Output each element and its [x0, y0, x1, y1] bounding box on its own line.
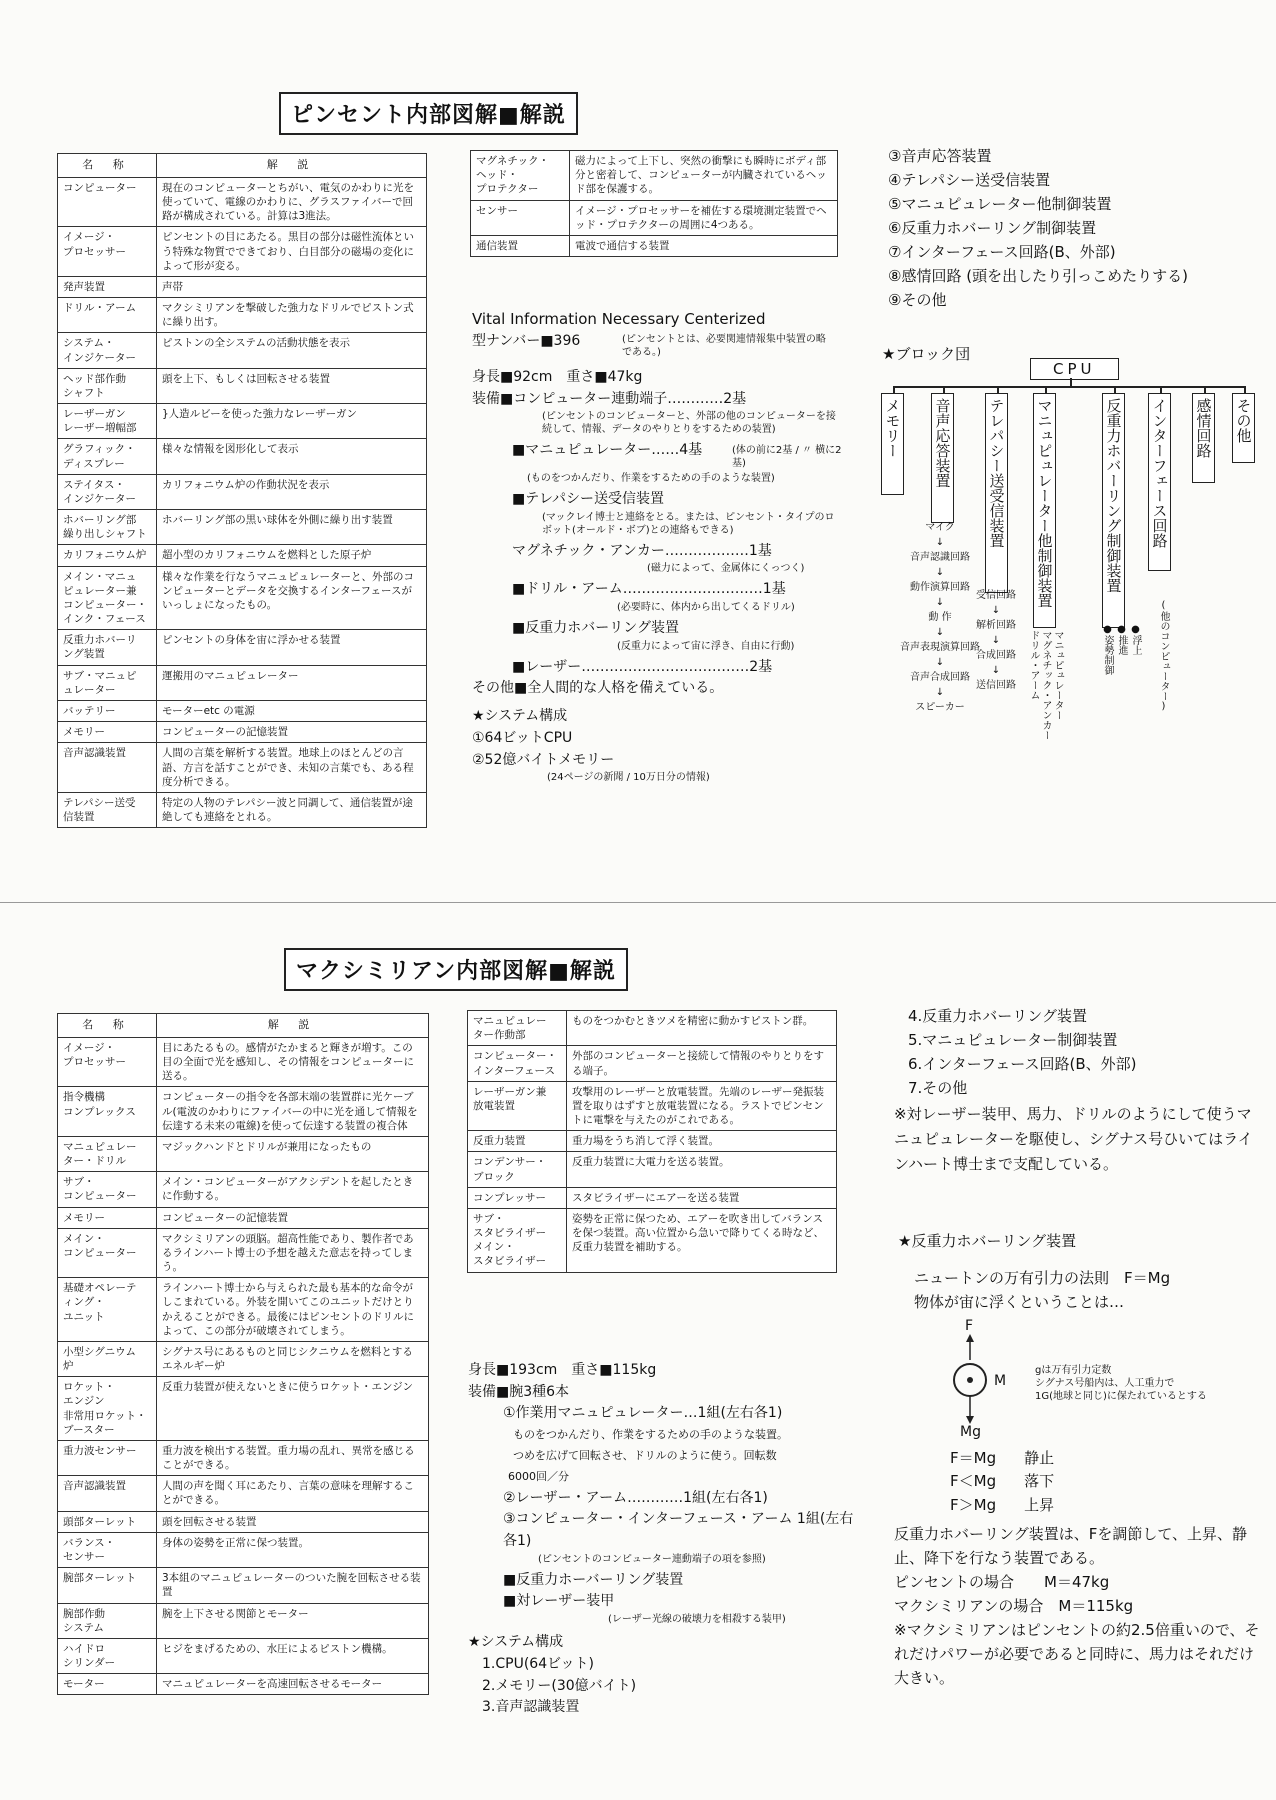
- table-row: [58, 743, 427, 793]
- term-description: ヒジをまげるための、水圧によるピストン機構。: [157, 1638, 429, 1673]
- term-name: グラフィック・ ディスプレー: [58, 439, 157, 474]
- term-description: マジックハンドとドリルが兼用になったもの: [157, 1136, 429, 1171]
- physics-conclusion: [894, 1522, 1264, 1690]
- equip-5: ■ドリル・アーム…………………………1基: [512, 581, 786, 598]
- block-interface: インターフェース回路: [1148, 393, 1171, 571]
- mani-sub-3: ドリル・アーム: [1028, 630, 1039, 700]
- table-row: [58, 368, 427, 403]
- term-description: 腕を上下させる関節とモーター: [157, 1603, 429, 1638]
- system-item-4: ④テレパシー送受信装置: [888, 171, 1051, 189]
- equip: 装備■腕3種6本: [468, 1383, 570, 1400]
- equip-5: ■対レーザー装甲: [503, 1593, 615, 1610]
- term-description: 声帯: [157, 276, 427, 297]
- term-description: 重力波を検出する装置。重力場の乱れ、異常を感じることができる。: [157, 1440, 429, 1475]
- equip-1: ①作業用マニュピュレーター…1組(左右各1): [503, 1405, 783, 1422]
- block-emotion: 感情回路: [1192, 393, 1215, 483]
- term-name: サブ・ コンピューター: [58, 1172, 157, 1207]
- mani-sub-2: マグネチック・アンカー: [1040, 630, 1051, 740]
- table-row: [58, 1674, 429, 1695]
- force-up-head: [966, 1334, 974, 1342]
- table-row: [58, 1341, 429, 1376]
- term-description: 人間の声を聞く耳にあたり、言葉の意味を理解することができる。: [157, 1476, 429, 1511]
- table-row: [58, 665, 427, 700]
- size-weight: 身長■193cm 重さ■115kg: [468, 1362, 657, 1378]
- physics-law-1: ニュートンの万有引力の法則 F＝Mg: [914, 1269, 1171, 1288]
- system-item-2-note: (24ページの新聞 / 10万日分の情報): [547, 772, 710, 784]
- term-description: コンピューターの記憶装置: [157, 722, 427, 743]
- table-row: [468, 1081, 837, 1131]
- term-name: マニュピュレー ター作動部: [468, 1011, 567, 1046]
- table-row: [58, 439, 427, 474]
- term-name: ロケット・ エンジン 非常用ロケット・ ブースター: [58, 1377, 157, 1441]
- table-row: [58, 1172, 429, 1207]
- term-description: スタビライザーにエアーを送る装置: [567, 1187, 837, 1208]
- glossary-table-vincent: [57, 153, 427, 828]
- interface-sub: (他のコンピューター): [1158, 600, 1169, 712]
- system-item-4: 4.反重力ホバーリング装置: [908, 1007, 1088, 1025]
- term-description: コンピューターの指令を各部末端の装置群に光ケーブル(電波のかわりにファイバーの中に光を通して情報を伝達する未来の電線)を使って伝達する装置の複合体: [157, 1087, 429, 1137]
- hover-sub-1: ●浮上: [1130, 624, 1141, 655]
- term-name: イメージ・ プロセッサー: [58, 1037, 157, 1087]
- column-header-name: 名 称: [58, 154, 157, 178]
- term-name: サブ・ スタビライザー メイン・ スタビライザー: [468, 1208, 567, 1272]
- system-item-7: ⑦インターフェース回路(B、外部): [888, 243, 1116, 261]
- physics-section: [898, 1230, 1266, 1314]
- equip-6: ■反重力ホバーリング装置: [512, 620, 679, 637]
- term-description: 3本組のマニュピュレーターのついた腕を回転させる装置: [157, 1568, 429, 1603]
- force-label-f: F: [965, 1318, 974, 1334]
- term-description: ピンセントの身体を宙に浮かせる装置: [157, 630, 427, 665]
- system-item-9: ⑨その他: [888, 291, 947, 309]
- other-line: その他■全人間的な人格を備えている。: [472, 680, 724, 697]
- vin-line: Vital Information Necessary Centerized: [472, 310, 766, 328]
- system-item-6: 6.インターフェース回路(B、外部): [908, 1055, 1137, 1073]
- term-description: マクシミリアンを撃破した強力なドリルでピストン式に繰り出す。: [157, 298, 427, 333]
- table-row: [471, 235, 838, 256]
- term-description: 反重力装置に大電力を送る装置。: [567, 1152, 837, 1187]
- table-row: [58, 1440, 429, 1475]
- block-cpu-connector: [1070, 378, 1072, 387]
- glossary-table-maximilian: [57, 1013, 429, 1695]
- term-description: ピンセントの目にあたる。黒目の部分は磁性流体という特殊な物質でできており、白目部分の磁場の変化によって形が変る。: [157, 227, 427, 277]
- weight-label-mg: Mg: [960, 1424, 981, 1440]
- state-row: F＝Mg 静止: [950, 1449, 1055, 1467]
- system-item-2: 2.メモリー(30億バイト): [482, 1677, 637, 1694]
- table-row: [58, 1207, 429, 1228]
- term-name: モーター: [58, 1674, 157, 1695]
- table-row: [468, 1187, 837, 1208]
- mani-sub-1: マニュピュレーター: [1052, 630, 1063, 720]
- term-name: イメージ・ プロセッサー: [58, 227, 157, 277]
- state-row: F＞Mg 上昇: [950, 1495, 1055, 1514]
- system-item-7: 7.その他: [908, 1079, 968, 1097]
- term-name: 反重力ホバーリ ング装置: [58, 630, 157, 665]
- table-row: [58, 298, 427, 333]
- block-cpu: CPU: [1030, 358, 1119, 380]
- table-row: [468, 1131, 837, 1152]
- term-description: 超小型のカリフォニウムを燃料とした原子炉: [157, 545, 427, 566]
- column-header-name: 名 称: [58, 1014, 157, 1038]
- term-name: テレパシー送受 信装置: [58, 792, 157, 827]
- physics-note: ※マクシミリアンはピンセントの約2.5倍重いので、それだけパワーが必要であると同時に、馬力はそれだけ大きい。: [894, 1621, 1260, 1687]
- equip-1-note-1: ものをつかんだり、作業をするための手のような装置。: [513, 1428, 788, 1442]
- column-header-desc: 解 説: [157, 154, 427, 178]
- table-row: [468, 1208, 837, 1272]
- flow-telepathy: 受信回路 ↓ 解析回路 ↓ 合成回路 ↓ 送信回路: [976, 590, 1016, 691]
- term-name: 音声認識装置: [58, 1476, 157, 1511]
- term-name: コンプレッサー: [468, 1187, 567, 1208]
- equip-3: ③コンピューター・インターフェース・アーム 1組(左右各1): [503, 1511, 854, 1550]
- physics-law-2: 物体が宙に浮くということは…: [914, 1292, 1125, 1311]
- table-row: [58, 1087, 429, 1137]
- block-diagram-heading: ★ブロック団: [882, 345, 971, 363]
- term-name: マニュピュレー ター・ドリル: [58, 1136, 157, 1171]
- glossary-table-maximilian-2: [467, 1010, 837, 1273]
- model-number: 型ナンバー■396: [472, 333, 581, 350]
- equip-5-note: (レーザー光線の破壊力を相殺する装甲): [608, 1614, 786, 1626]
- table-row: [58, 1511, 429, 1532]
- term-name: マグネチック・ ヘッド・ プロテクター: [471, 151, 570, 201]
- table-row: [58, 404, 427, 439]
- term-description: メイン・コンピューターがアクシデントを起したときに作動する。: [157, 1172, 429, 1207]
- equip-3-note: (ピンセントのコンピューター連動端子の項を参照): [538, 1553, 766, 1565]
- term-description: 外部のコンピューターと接続して情報のやりとりをする端子。: [567, 1046, 837, 1081]
- table-row: [58, 722, 427, 743]
- term-name: 重力波センサー: [58, 1440, 157, 1475]
- term-name: ヘッド部作動 シャフト: [58, 368, 157, 403]
- glossary-table-vincent-2: [470, 150, 838, 257]
- maximilian-spec: [468, 1360, 858, 1719]
- gravity-note: gは万有引力定数 シグナス号船内は、人工重力で 1G(地球と同じ)に保たれているとする: [1035, 1365, 1207, 1402]
- system-item-3: 3.音声認識装置: [482, 1699, 580, 1716]
- term-description: 磁力によって上下し、突然の衝撃にも瞬時にボディ部分と密着して、コンピューターが内臓されているヘッド部を保護する。: [570, 151, 838, 201]
- term-description: 現在のコンピューターとちがい、電気のかわりに光を使っていて、電線のかわりに、グラスファイバーで回路が構成されている。計算は3進法。: [157, 177, 427, 227]
- system-item-3: ③音声応答装置: [888, 147, 992, 165]
- term-name: 腕部ターレット: [58, 1568, 157, 1603]
- term-name: 腕部作動 システム: [58, 1603, 157, 1638]
- equip-2-side: (体の前に2基 / 〃 横に2基): [732, 445, 842, 469]
- term-description: 姿勢を正常に保つため、エアーを吹き出してバランスを保つ装置。高い位置から急いで降りてくる時など、反重力装置を補助する。: [567, 1208, 837, 1272]
- table-row: [58, 177, 427, 227]
- term-description: 運搬用のマニュピュレーター: [157, 665, 427, 700]
- block-telepathy: テレパシー送受信装置: [985, 393, 1008, 593]
- control-note: ※対レーザー装甲、馬力、ドリルのようにして使うマニュピュレーターを駆使し、シグナス号ひいてはラインハート博士まで支配している。: [894, 1105, 1253, 1173]
- term-description: カリフォニウム炉の作動状況を表示: [157, 474, 427, 509]
- term-name: ステイタス・ インジケーター: [58, 474, 157, 509]
- table-row: [58, 276, 427, 297]
- mass-label-m: M: [994, 1373, 1007, 1389]
- term-name: バッテリー: [58, 701, 157, 722]
- maximilian-system-list: [908, 1004, 1258, 1100]
- term-description: 様々な作業を行なうマニュピュレーターと、外部のコンピューターとデータを交換するインターフェースがいっしょになったもの。: [157, 566, 427, 630]
- case-vincent: ピンセントの場合 M＝47kg: [894, 1573, 1110, 1591]
- table-row: [471, 151, 838, 201]
- force-down-head: [966, 1416, 974, 1424]
- table-row: [58, 1603, 429, 1638]
- term-name: ドリル・アーム: [58, 298, 157, 333]
- term-description: 重力場をうち消して浮く装置。: [567, 1131, 837, 1152]
- term-description: マニュピュレーターを高速回転させるモーター: [157, 1674, 429, 1695]
- block-other: その他: [1232, 393, 1255, 463]
- hover-sub-2: ●推進: [1116, 624, 1127, 655]
- term-name: 基礎オペレーテ ィング・ ユニット: [58, 1278, 157, 1342]
- term-description: 人間の言葉を解析する装置。地球上のほとんどの言語、方言を話すことができ、未知の言葉でも、ある程度分析できる。: [157, 743, 427, 793]
- term-description: モーターetc の電源: [157, 701, 427, 722]
- page-title-vincent: ピンセント内部図解■解説: [279, 92, 578, 135]
- hover-sub-3: ●姿勢制御: [1102, 624, 1113, 675]
- term-description: 頭を上下、もしくは回転させる装置: [157, 368, 427, 403]
- term-name: システム・ インジケーター: [58, 333, 157, 368]
- term-name: コンデンサー・ ブロック: [468, 1152, 567, 1187]
- term-description: ラインハート博士から与えられた最も基本的な命令がしこまれている。外装を開いてこのユニットだけとりかえることができる。最後にはピンセントのドリルによって、この部分が破壊されてしまう。: [157, 1278, 429, 1342]
- term-description: 特定の人物のテレパシー波と同調して、通信装置が途絶しても連絡をとれる。: [157, 792, 427, 827]
- model-note: (ピンセントとは、必要関連情報集中装置の略である。): [622, 333, 826, 358]
- equip-6-note: (反重力によって宙に浮き、自由に行動): [617, 640, 795, 652]
- term-description: ホバーリング部の黒い球体を外側に繰り出す装置: [157, 510, 427, 545]
- term-name: メモリー: [58, 722, 157, 743]
- equip-1-note-3: 6000回／分: [508, 1469, 569, 1483]
- term-description: 頭を回転させる装置: [157, 1511, 429, 1532]
- vincent-system-list: [888, 144, 1248, 312]
- term-description: イメージ・プロセッサーを補佐する環境測定装置でヘッド・プロテクターの周囲に4つある。: [570, 200, 838, 235]
- system-item-1: 1.CPU(64ビット): [482, 1655, 595, 1672]
- case-maximilian: マクシミリアンの場合 M＝115kg: [894, 1597, 1134, 1615]
- term-description: コンピューターの記憶装置: [157, 1207, 429, 1228]
- table-row: [58, 792, 427, 827]
- flow-voice: マイク ↓ 音声認識回路 ↓ 動作演算回路 ↓ 動 作 ↓ 音声表現演算回路 ↓ 音声合成回路 ↓ スピーカー: [900, 522, 980, 713]
- term-name: カリフォニウム炉: [58, 545, 157, 566]
- term-description: ものをつかむときツメを精密に動かすピストン群。: [567, 1011, 837, 1046]
- equip-3: ■テレパシー送受信装置: [512, 491, 664, 507]
- table-row: [58, 566, 427, 630]
- table-row: [58, 1377, 429, 1441]
- term-name: 発声装置: [58, 276, 157, 297]
- term-name: 小型シグニウム 炉: [58, 1341, 157, 1376]
- table-row: [58, 227, 427, 277]
- force-states: [950, 1447, 1110, 1517]
- column-header-desc: 解 説: [157, 1014, 429, 1038]
- state-row: F＜Mg 落下: [950, 1472, 1055, 1491]
- table-row: [58, 1136, 429, 1171]
- term-name: コンピューター・ インターフェース: [468, 1046, 567, 1081]
- term-name: センサー: [471, 200, 570, 235]
- term-name: 音声認識装置: [58, 743, 157, 793]
- table-row: [468, 1011, 837, 1046]
- table-row: [58, 1638, 429, 1673]
- equip-2: ②レーザー・アーム…………1組(左右各1): [503, 1489, 768, 1506]
- equip-1-note: (ピンセントのコンピューターと、外部の他のコンピューターを接続して、情報、データのやりとりをするための装置): [542, 411, 836, 436]
- table-row: [58, 1532, 429, 1567]
- table-row: [58, 1228, 429, 1278]
- vincent-spec: [472, 308, 842, 784]
- equip-5-note: (必要時に、体内から出してくるドリル): [617, 602, 795, 614]
- block-hover-control: 反重力ホバーリング制御装置: [1102, 393, 1125, 628]
- system-item-5: 5.マニュピュレーター制御装置: [908, 1031, 1118, 1049]
- term-description: 反重力装置が使えないときに使うロケット・エンジン: [157, 1377, 429, 1441]
- system-item-6: ⑥反重力ホバーリング制御装置: [888, 219, 1097, 237]
- block-voice-response: 音声応答装置: [931, 393, 954, 523]
- mass-center: [967, 1377, 973, 1383]
- table-row: [468, 1046, 837, 1081]
- term-name: メモリー: [58, 1207, 157, 1228]
- system-heading: ★システム構成: [472, 708, 568, 725]
- term-description: マクシミリアンの頭脳。超高性能であり、製作者であるラインハート博士の予想を越えた意志を持ってしまう。: [157, 1228, 429, 1278]
- equip-4: ■反重力ホーバーリング装置: [503, 1571, 684, 1588]
- table-row: [58, 1278, 429, 1342]
- term-name: メイン・ コンピューター: [58, 1228, 157, 1278]
- term-name: メイン・マニュ ピュレーター兼 コンピューター・ インク・フェース: [58, 566, 157, 630]
- equip-3-note: (マックレイ博士と連絡をとる。または、ピンセント・タイプのロボット(オールド・ボブ)との連絡もできる): [542, 511, 835, 536]
- table-row: [58, 333, 427, 368]
- block-memory: メモリー: [881, 393, 904, 495]
- system-item-5: ⑤マニュピュレーター他制御装置: [888, 195, 1112, 213]
- table-row: [58, 630, 427, 665]
- term-name: 頭部ターレット: [58, 1511, 157, 1532]
- term-description: 様々な情報を図形化して表示: [157, 439, 427, 474]
- term-description: 攻撃用のレーザーと放電装置。先端のレーザー発振装置を取りはずすと放電装置になる。ラストでピンセントに電撃を与えたのがこれである。: [567, 1081, 837, 1131]
- term-description: 身体の姿勢を正常に保つ装置。: [157, 1532, 429, 1567]
- system-heading: ★システム構成: [468, 1634, 564, 1651]
- system-item-2: ②52億バイトメモリー: [472, 751, 615, 768]
- table-row: [58, 474, 427, 509]
- table-row: [468, 1152, 837, 1187]
- term-name: 反重力装置: [468, 1131, 567, 1152]
- equip-1-note-2: つめを広げて回転させ、ドリルのように使う。回転数: [513, 1448, 777, 1462]
- term-name: コンピューター: [58, 177, 157, 227]
- term-name: レーザーガン レーザー増幅部: [58, 404, 157, 439]
- equip-7: ■レーザー………………………………2基: [512, 658, 773, 675]
- table-row: [58, 1568, 429, 1603]
- term-name: ホバーリング部 繰り出しシャフト: [58, 510, 157, 545]
- table-row: [58, 510, 427, 545]
- table-row: [471, 200, 838, 235]
- equip-2-note: (ものをつかんだり、作業をするための手のような装置): [527, 473, 775, 484]
- term-description: ピストンの全システムの活動状態を表示: [157, 333, 427, 368]
- block-manipulator-control: マニュピュレーター他制御装置: [1033, 393, 1056, 628]
- table-row: [58, 545, 427, 566]
- term-name: バランス・ センサー: [58, 1532, 157, 1567]
- term-name: サブ・マニュピ ュレーター: [58, 665, 157, 700]
- system-item-8: ⑧感情回路 (頭を出したり引っこめたりする): [888, 267, 1188, 285]
- term-name: レーザーガン兼 放電装置: [468, 1081, 567, 1131]
- table-row: [58, 1037, 429, 1087]
- term-description: 目にあたるもの。感情がたかまると輝きが増す。この目の全面で光を感知し、その情報をコンピューターに送る。: [157, 1037, 429, 1087]
- equip-2: ■マニュピュレーター……4基: [512, 442, 703, 459]
- physics-heading: ★反重力ホバーリング装置: [898, 1232, 1077, 1250]
- page-title-maximilian: マクシミリアン内部図解■解説: [284, 948, 628, 991]
- system-item-1: ①64ビットCPU: [472, 729, 573, 746]
- section-divider: [0, 902, 1276, 903]
- term-description: シグナス号にあるものと同じシクニウムを燃料とするエネルギー炉: [157, 1341, 429, 1376]
- term-description: }人造ルビーを使った強力なレーザーガン: [157, 404, 427, 439]
- table-row: [58, 1476, 429, 1511]
- term-name: 通信装置: [471, 235, 570, 256]
- size-weight: 身長■92cm 重さ■47kg: [472, 368, 643, 385]
- table-row: [58, 701, 427, 722]
- term-name: 指令機構 コンプレックス: [58, 1087, 157, 1137]
- equip-4-note: (磁力によって、金属体にくっつく): [647, 563, 805, 575]
- physics-desc: 反重力ホバーリング装置は、Fを調節して、上昇、静止、降下を行なう装置である。: [894, 1525, 1248, 1567]
- term-description: 電波で通信する装置: [570, 235, 838, 256]
- equip-1: 装備■コンピューター連動端子…………2基: [472, 390, 747, 407]
- equip-4: マグネチック・アンカー………………1基: [512, 542, 772, 559]
- term-name: ハイドロ シリンダー: [58, 1638, 157, 1673]
